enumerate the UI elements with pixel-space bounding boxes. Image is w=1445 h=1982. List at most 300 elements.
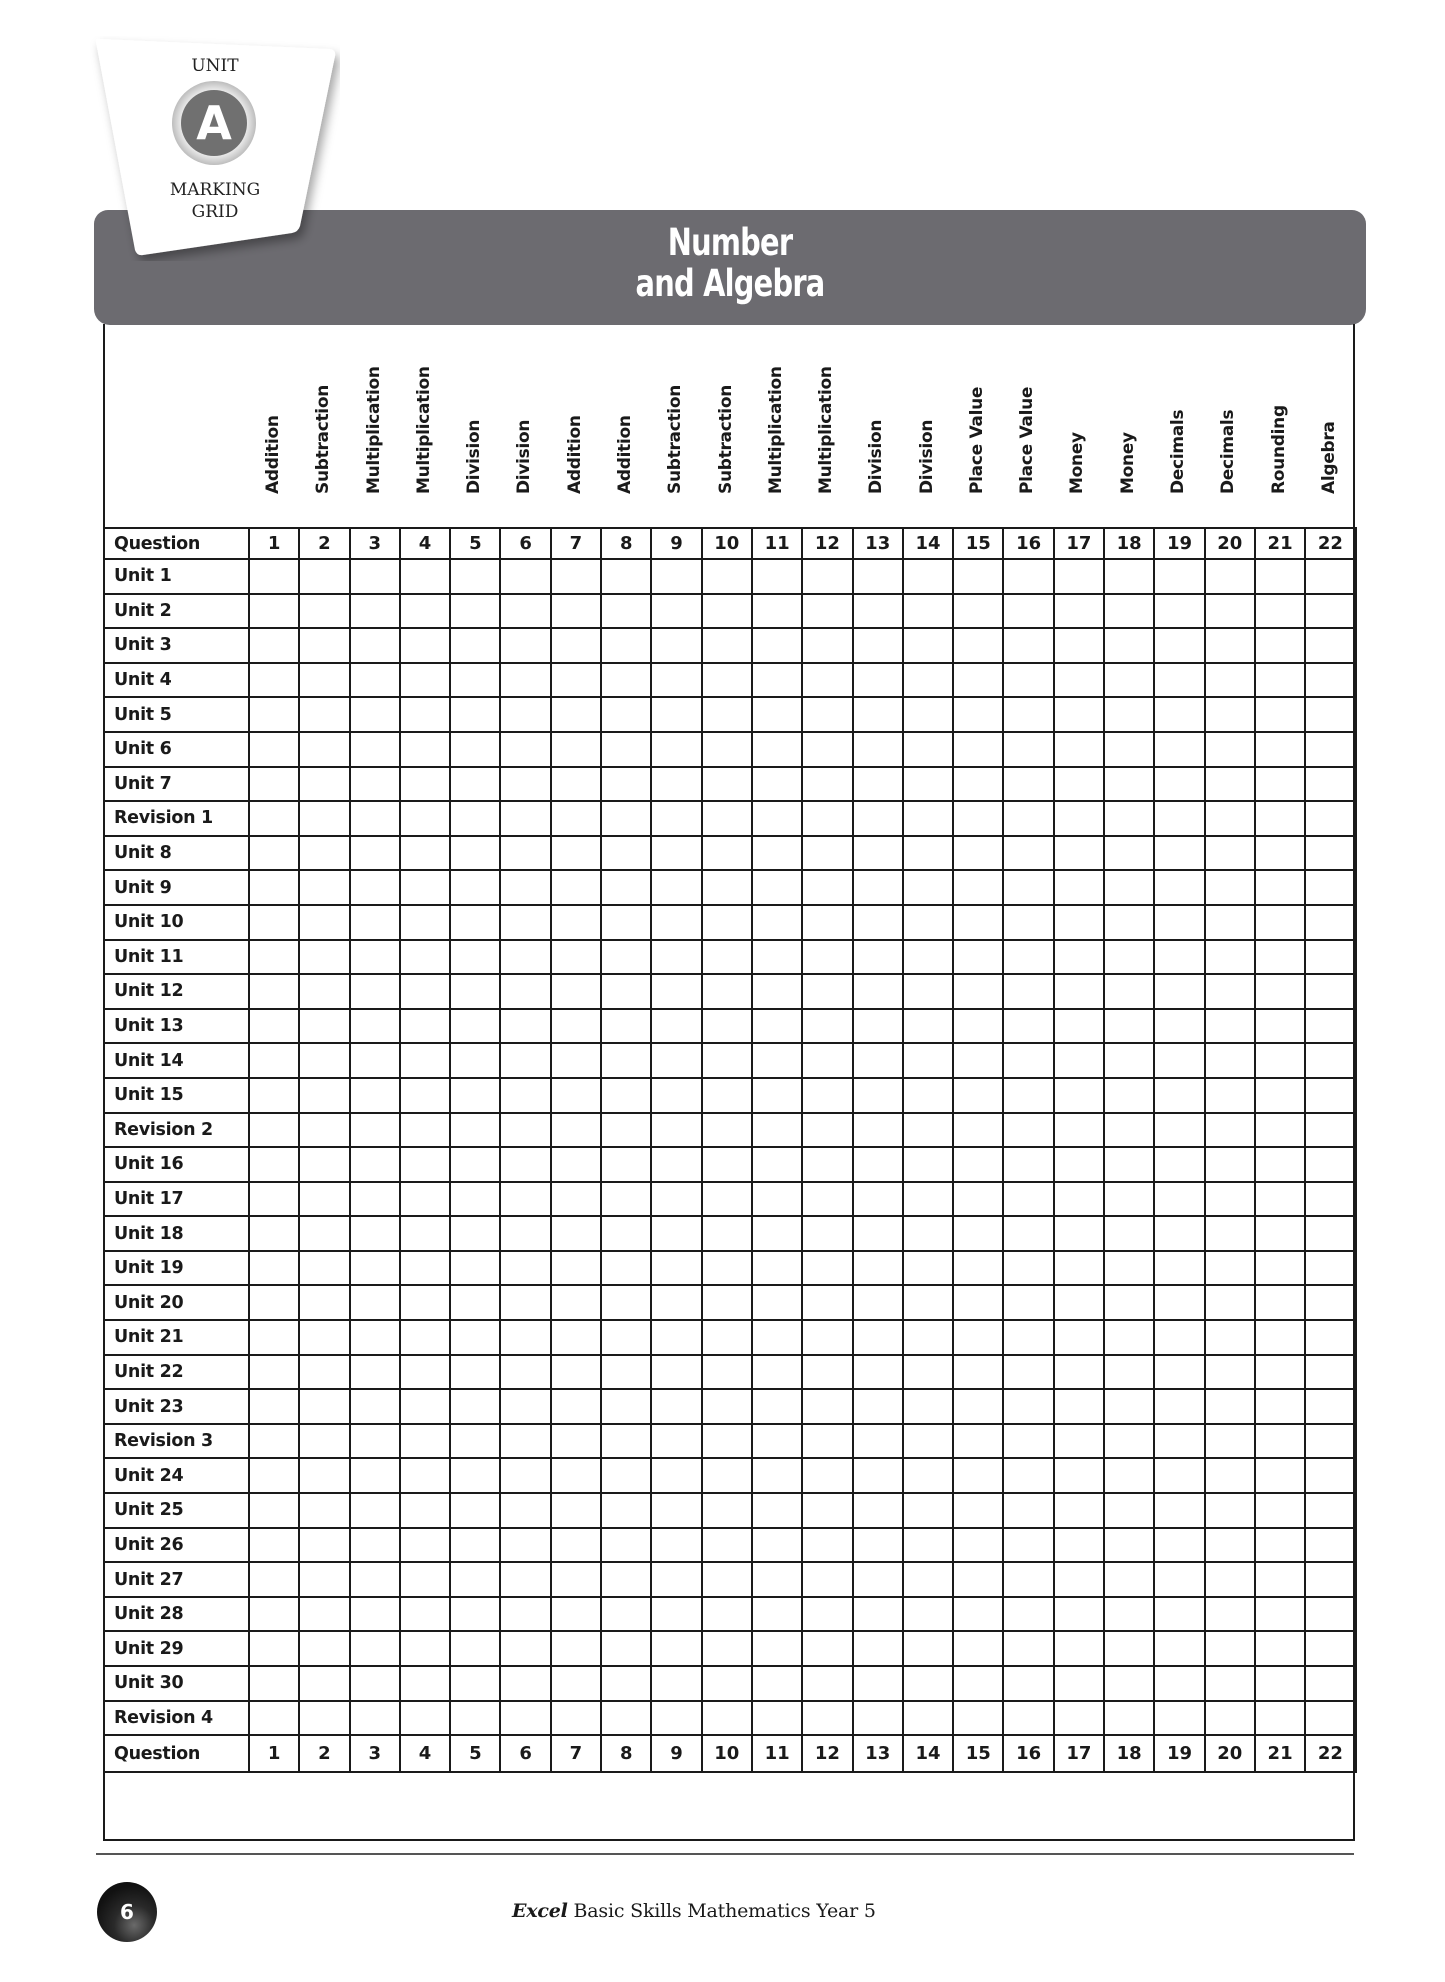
mark-cell[interactable]	[1054, 940, 1104, 975]
mark-cell[interactable]	[1003, 594, 1053, 629]
mark-cell[interactable]	[299, 1562, 349, 1597]
mark-cell[interactable]	[1205, 1285, 1255, 1320]
mark-cell[interactable]	[651, 1389, 701, 1424]
mark-cell[interactable]	[350, 559, 400, 594]
mark-cell[interactable]	[953, 1389, 1003, 1424]
mark-cell[interactable]	[450, 1493, 500, 1528]
mark-cell[interactable]	[1154, 697, 1204, 732]
mark-cell[interactable]	[551, 559, 601, 594]
mark-cell[interactable]	[1255, 1389, 1305, 1424]
mark-cell[interactable]	[1205, 940, 1255, 975]
mark-cell[interactable]	[903, 836, 953, 871]
mark-cell[interactable]	[903, 1355, 953, 1390]
mark-cell[interactable]	[1054, 663, 1104, 698]
mark-cell[interactable]	[802, 1389, 852, 1424]
mark-cell[interactable]	[903, 1458, 953, 1493]
mark-cell[interactable]	[1054, 870, 1104, 905]
mark-cell[interactable]	[500, 1493, 550, 1528]
mark-cell[interactable]	[1255, 594, 1305, 629]
mark-cell[interactable]	[249, 905, 299, 940]
mark-cell[interactable]	[1255, 1631, 1305, 1666]
mark-cell[interactable]	[450, 905, 500, 940]
mark-cell[interactable]	[1003, 628, 1053, 663]
mark-cell[interactable]	[400, 1493, 450, 1528]
mark-cell[interactable]	[651, 663, 701, 698]
mark-cell[interactable]	[450, 1009, 500, 1044]
mark-cell[interactable]	[953, 1216, 1003, 1251]
mark-cell[interactable]	[1054, 801, 1104, 836]
mark-cell[interactable]	[1305, 974, 1355, 1009]
mark-cell[interactable]	[500, 1113, 550, 1148]
mark-cell[interactable]	[802, 594, 852, 629]
mark-cell[interactable]	[299, 974, 349, 1009]
mark-cell[interactable]	[450, 1216, 500, 1251]
mark-cell[interactable]	[1154, 1666, 1204, 1701]
mark-cell[interactable]	[249, 1493, 299, 1528]
mark-cell[interactable]	[651, 1666, 701, 1701]
mark-cell[interactable]	[450, 836, 500, 871]
mark-cell[interactable]	[1054, 1113, 1104, 1148]
mark-cell[interactable]	[400, 559, 450, 594]
mark-cell[interactable]	[802, 905, 852, 940]
mark-cell[interactable]	[1154, 1389, 1204, 1424]
mark-cell[interactable]	[400, 1078, 450, 1113]
mark-cell[interactable]	[752, 1355, 802, 1390]
mark-cell[interactable]	[903, 1562, 953, 1597]
mark-cell[interactable]	[1154, 1216, 1204, 1251]
mark-cell[interactable]	[1205, 801, 1255, 836]
mark-cell[interactable]	[551, 1182, 601, 1217]
mark-cell[interactable]	[350, 801, 400, 836]
mark-cell[interactable]	[1154, 628, 1204, 663]
mark-cell[interactable]	[500, 940, 550, 975]
mark-cell[interactable]	[450, 628, 500, 663]
mark-cell[interactable]	[853, 1493, 903, 1528]
mark-cell[interactable]	[1003, 1285, 1053, 1320]
mark-cell[interactable]	[903, 1389, 953, 1424]
mark-cell[interactable]	[702, 559, 752, 594]
mark-cell[interactable]	[1305, 1320, 1355, 1355]
mark-cell[interactable]	[853, 1666, 903, 1701]
mark-cell[interactable]	[853, 732, 903, 767]
mark-cell[interactable]	[299, 1631, 349, 1666]
mark-cell[interactable]	[702, 974, 752, 1009]
mark-cell[interactable]	[651, 1216, 701, 1251]
mark-cell[interactable]	[752, 1666, 802, 1701]
mark-cell[interactable]	[802, 801, 852, 836]
mark-cell[interactable]	[853, 594, 903, 629]
mark-cell[interactable]	[1104, 1424, 1154, 1459]
mark-cell[interactable]	[601, 1458, 651, 1493]
mark-cell[interactable]	[1003, 1251, 1053, 1286]
mark-cell[interactable]	[1003, 836, 1053, 871]
mark-cell[interactable]	[500, 594, 550, 629]
mark-cell[interactable]	[601, 1251, 651, 1286]
mark-cell[interactable]	[1154, 1285, 1204, 1320]
mark-cell[interactable]	[551, 1009, 601, 1044]
mark-cell[interactable]	[1255, 1078, 1305, 1113]
mark-cell[interactable]	[249, 1424, 299, 1459]
mark-cell[interactable]	[1305, 697, 1355, 732]
mark-cell[interactable]	[1003, 940, 1053, 975]
mark-cell[interactable]	[1003, 1043, 1053, 1078]
mark-cell[interactable]	[601, 836, 651, 871]
mark-cell[interactable]	[450, 1251, 500, 1286]
mark-cell[interactable]	[953, 1528, 1003, 1563]
mark-cell[interactable]	[299, 1355, 349, 1390]
mark-cell[interactable]	[249, 870, 299, 905]
mark-cell[interactable]	[752, 663, 802, 698]
mark-cell[interactable]	[1255, 1666, 1305, 1701]
mark-cell[interactable]	[1255, 1562, 1305, 1597]
mark-cell[interactable]	[601, 767, 651, 802]
mark-cell[interactable]	[249, 1597, 299, 1632]
mark-cell[interactable]	[1205, 1216, 1255, 1251]
mark-cell[interactable]	[551, 767, 601, 802]
mark-cell[interactable]	[450, 1355, 500, 1390]
mark-cell[interactable]	[1104, 1355, 1154, 1390]
mark-cell[interactable]	[903, 1113, 953, 1148]
mark-cell[interactable]	[752, 1285, 802, 1320]
mark-cell[interactable]	[400, 836, 450, 871]
mark-cell[interactable]	[601, 1528, 651, 1563]
mark-cell[interactable]	[1255, 1320, 1305, 1355]
mark-cell[interactable]	[400, 1147, 450, 1182]
mark-cell[interactable]	[299, 836, 349, 871]
mark-cell[interactable]	[953, 836, 1003, 871]
mark-cell[interactable]	[450, 1285, 500, 1320]
mark-cell[interactable]	[903, 559, 953, 594]
mark-cell[interactable]	[702, 1355, 752, 1390]
mark-cell[interactable]	[249, 1389, 299, 1424]
mark-cell[interactable]	[400, 905, 450, 940]
mark-cell[interactable]	[500, 767, 550, 802]
mark-cell[interactable]	[802, 1493, 852, 1528]
mark-cell[interactable]	[1003, 1528, 1053, 1563]
mark-cell[interactable]	[1054, 1597, 1104, 1632]
mark-cell[interactable]	[1104, 1009, 1154, 1044]
mark-cell[interactable]	[1104, 1528, 1154, 1563]
mark-cell[interactable]	[752, 1182, 802, 1217]
mark-cell[interactable]	[249, 1528, 299, 1563]
mark-cell[interactable]	[601, 1562, 651, 1597]
mark-cell[interactable]	[601, 1113, 651, 1148]
mark-cell[interactable]	[1104, 663, 1154, 698]
mark-cell[interactable]	[1054, 1355, 1104, 1390]
mark-cell[interactable]	[551, 1597, 601, 1632]
mark-cell[interactable]	[853, 1320, 903, 1355]
mark-cell[interactable]	[1003, 1458, 1053, 1493]
mark-cell[interactable]	[1305, 1562, 1355, 1597]
mark-cell[interactable]	[350, 767, 400, 802]
mark-cell[interactable]	[1255, 628, 1305, 663]
mark-cell[interactable]	[350, 628, 400, 663]
mark-cell[interactable]	[400, 940, 450, 975]
mark-cell[interactable]	[500, 974, 550, 1009]
mark-cell[interactable]	[903, 732, 953, 767]
mark-cell[interactable]	[500, 1389, 550, 1424]
mark-cell[interactable]	[702, 1424, 752, 1459]
mark-cell[interactable]	[350, 1355, 400, 1390]
mark-cell[interactable]	[1104, 767, 1154, 802]
mark-cell[interactable]	[651, 628, 701, 663]
mark-cell[interactable]	[1255, 1009, 1305, 1044]
mark-cell[interactable]	[350, 1528, 400, 1563]
mark-cell[interactable]	[450, 1424, 500, 1459]
mark-cell[interactable]	[802, 1597, 852, 1632]
mark-cell[interactable]	[752, 940, 802, 975]
mark-cell[interactable]	[1205, 628, 1255, 663]
mark-cell[interactable]	[1205, 1631, 1255, 1666]
mark-cell[interactable]	[702, 1597, 752, 1632]
mark-cell[interactable]	[601, 628, 651, 663]
mark-cell[interactable]	[350, 594, 400, 629]
mark-cell[interactable]	[551, 1147, 601, 1182]
mark-cell[interactable]	[702, 1562, 752, 1597]
mark-cell[interactable]	[1205, 1666, 1255, 1701]
mark-cell[interactable]	[350, 1389, 400, 1424]
mark-cell[interactable]	[853, 1009, 903, 1044]
mark-cell[interactable]	[903, 1320, 953, 1355]
mark-cell[interactable]	[1003, 732, 1053, 767]
mark-cell[interactable]	[1255, 1113, 1305, 1148]
mark-cell[interactable]	[1205, 559, 1255, 594]
mark-cell[interactable]	[702, 1493, 752, 1528]
mark-cell[interactable]	[1054, 836, 1104, 871]
mark-cell[interactable]	[350, 1113, 400, 1148]
mark-cell[interactable]	[1154, 1701, 1204, 1736]
mark-cell[interactable]	[702, 1216, 752, 1251]
mark-cell[interactable]	[953, 1424, 1003, 1459]
mark-cell[interactable]	[802, 1528, 852, 1563]
mark-cell[interactable]	[1104, 870, 1154, 905]
mark-cell[interactable]	[1154, 1493, 1204, 1528]
mark-cell[interactable]	[1154, 594, 1204, 629]
mark-cell[interactable]	[1003, 1182, 1053, 1217]
mark-cell[interactable]	[1305, 1285, 1355, 1320]
mark-cell[interactable]	[601, 1493, 651, 1528]
mark-cell[interactable]	[400, 732, 450, 767]
mark-cell[interactable]	[752, 870, 802, 905]
mark-cell[interactable]	[702, 1113, 752, 1148]
mark-cell[interactable]	[450, 1701, 500, 1736]
mark-cell[interactable]	[500, 697, 550, 732]
mark-cell[interactable]	[400, 697, 450, 732]
mark-cell[interactable]	[1205, 1424, 1255, 1459]
mark-cell[interactable]	[853, 1389, 903, 1424]
mark-cell[interactable]	[802, 1043, 852, 1078]
mark-cell[interactable]	[1003, 801, 1053, 836]
mark-cell[interactable]	[1054, 1078, 1104, 1113]
mark-cell[interactable]	[1255, 1043, 1305, 1078]
mark-cell[interactable]	[1054, 1528, 1104, 1563]
mark-cell[interactable]	[651, 1355, 701, 1390]
mark-cell[interactable]	[1305, 1355, 1355, 1390]
mark-cell[interactable]	[802, 1182, 852, 1217]
mark-cell[interactable]	[953, 732, 1003, 767]
mark-cell[interactable]	[601, 697, 651, 732]
mark-cell[interactable]	[500, 1701, 550, 1736]
mark-cell[interactable]	[1154, 732, 1204, 767]
mark-cell[interactable]	[551, 1666, 601, 1701]
mark-cell[interactable]	[400, 801, 450, 836]
mark-cell[interactable]	[651, 1113, 701, 1148]
mark-cell[interactable]	[350, 1182, 400, 1217]
mark-cell[interactable]	[299, 1389, 349, 1424]
mark-cell[interactable]	[1305, 1493, 1355, 1528]
mark-cell[interactable]	[651, 1424, 701, 1459]
mark-cell[interactable]	[1003, 1216, 1053, 1251]
mark-cell[interactable]	[1054, 732, 1104, 767]
mark-cell[interactable]	[802, 697, 852, 732]
mark-cell[interactable]	[1054, 1147, 1104, 1182]
mark-cell[interactable]	[1104, 1147, 1154, 1182]
mark-cell[interactable]	[1104, 1320, 1154, 1355]
mark-cell[interactable]	[752, 1389, 802, 1424]
mark-cell[interactable]	[752, 905, 802, 940]
mark-cell[interactable]	[350, 1493, 400, 1528]
mark-cell[interactable]	[249, 1251, 299, 1286]
mark-cell[interactable]	[299, 1147, 349, 1182]
mark-cell[interactable]	[1255, 732, 1305, 767]
mark-cell[interactable]	[1154, 1631, 1204, 1666]
mark-cell[interactable]	[752, 1216, 802, 1251]
mark-cell[interactable]	[1305, 1424, 1355, 1459]
mark-cell[interactable]	[1154, 559, 1204, 594]
mark-cell[interactable]	[953, 1009, 1003, 1044]
mark-cell[interactable]	[1154, 1113, 1204, 1148]
mark-cell[interactable]	[1003, 1631, 1053, 1666]
mark-cell[interactable]	[651, 1562, 701, 1597]
mark-cell[interactable]	[1104, 1182, 1154, 1217]
mark-cell[interactable]	[802, 1701, 852, 1736]
mark-cell[interactable]	[651, 1631, 701, 1666]
mark-cell[interactable]	[651, 1251, 701, 1286]
mark-cell[interactable]	[450, 594, 500, 629]
mark-cell[interactable]	[299, 1251, 349, 1286]
mark-cell[interactable]	[450, 1528, 500, 1563]
mark-cell[interactable]	[1003, 559, 1053, 594]
mark-cell[interactable]	[853, 801, 903, 836]
mark-cell[interactable]	[651, 1285, 701, 1320]
mark-cell[interactable]	[249, 1113, 299, 1148]
mark-cell[interactable]	[1154, 1458, 1204, 1493]
mark-cell[interactable]	[299, 905, 349, 940]
mark-cell[interactable]	[953, 1113, 1003, 1148]
mark-cell[interactable]	[249, 1562, 299, 1597]
mark-cell[interactable]	[1205, 1493, 1255, 1528]
mark-cell[interactable]	[1054, 767, 1104, 802]
mark-cell[interactable]	[1205, 1113, 1255, 1148]
mark-cell[interactable]	[802, 940, 852, 975]
mark-cell[interactable]	[1154, 1009, 1204, 1044]
mark-cell[interactable]	[400, 1251, 450, 1286]
mark-cell[interactable]	[551, 974, 601, 1009]
mark-cell[interactable]	[1003, 905, 1053, 940]
mark-cell[interactable]	[853, 1113, 903, 1148]
mark-cell[interactable]	[500, 1216, 550, 1251]
mark-cell[interactable]	[551, 905, 601, 940]
mark-cell[interactable]	[1305, 1251, 1355, 1286]
mark-cell[interactable]	[601, 905, 651, 940]
mark-cell[interactable]	[450, 1043, 500, 1078]
mark-cell[interactable]	[702, 940, 752, 975]
mark-cell[interactable]	[500, 1009, 550, 1044]
mark-cell[interactable]	[1054, 1182, 1104, 1217]
mark-cell[interactable]	[1104, 1701, 1154, 1736]
mark-cell[interactable]	[1054, 594, 1104, 629]
mark-cell[interactable]	[1205, 1355, 1255, 1390]
mark-cell[interactable]	[651, 1597, 701, 1632]
mark-cell[interactable]	[1205, 1009, 1255, 1044]
mark-cell[interactable]	[752, 1528, 802, 1563]
mark-cell[interactable]	[853, 1458, 903, 1493]
mark-cell[interactable]	[350, 1078, 400, 1113]
mark-cell[interactable]	[551, 1458, 601, 1493]
mark-cell[interactable]	[350, 1147, 400, 1182]
mark-cell[interactable]	[1104, 559, 1154, 594]
mark-cell[interactable]	[953, 905, 1003, 940]
mark-cell[interactable]	[249, 1666, 299, 1701]
mark-cell[interactable]	[350, 940, 400, 975]
mark-cell[interactable]	[1003, 1355, 1053, 1390]
mark-cell[interactable]	[601, 594, 651, 629]
mark-cell[interactable]	[1154, 1043, 1204, 1078]
mark-cell[interactable]	[400, 1528, 450, 1563]
mark-cell[interactable]	[299, 870, 349, 905]
mark-cell[interactable]	[702, 594, 752, 629]
mark-cell[interactable]	[1255, 940, 1305, 975]
mark-cell[interactable]	[450, 1182, 500, 1217]
mark-cell[interactable]	[953, 1251, 1003, 1286]
mark-cell[interactable]	[1104, 1631, 1154, 1666]
mark-cell[interactable]	[853, 1355, 903, 1390]
mark-cell[interactable]	[1003, 1597, 1053, 1632]
mark-cell[interactable]	[802, 1666, 852, 1701]
mark-cell[interactable]	[400, 1043, 450, 1078]
mark-cell[interactable]	[601, 1597, 651, 1632]
mark-cell[interactable]	[1003, 870, 1053, 905]
mark-cell[interactable]	[953, 1320, 1003, 1355]
mark-cell[interactable]	[500, 905, 550, 940]
mark-cell[interactable]	[450, 1562, 500, 1597]
mark-cell[interactable]	[400, 1562, 450, 1597]
mark-cell[interactable]	[249, 1147, 299, 1182]
mark-cell[interactable]	[500, 1043, 550, 1078]
mark-cell[interactable]	[953, 1562, 1003, 1597]
mark-cell[interactable]	[1104, 1216, 1154, 1251]
mark-cell[interactable]	[903, 1285, 953, 1320]
mark-cell[interactable]	[350, 732, 400, 767]
mark-cell[interactable]	[551, 1113, 601, 1148]
mark-cell[interactable]	[249, 801, 299, 836]
mark-cell[interactable]	[299, 1009, 349, 1044]
mark-cell[interactable]	[601, 1216, 651, 1251]
mark-cell[interactable]	[651, 1078, 701, 1113]
mark-cell[interactable]	[249, 1009, 299, 1044]
mark-cell[interactable]	[1255, 663, 1305, 698]
mark-cell[interactable]	[400, 870, 450, 905]
mark-cell[interactable]	[1305, 1147, 1355, 1182]
mark-cell[interactable]	[1054, 559, 1104, 594]
mark-cell[interactable]	[702, 697, 752, 732]
mark-cell[interactable]	[853, 559, 903, 594]
mark-cell[interactable]	[299, 1043, 349, 1078]
mark-cell[interactable]	[500, 836, 550, 871]
mark-cell[interactable]	[551, 1078, 601, 1113]
mark-cell[interactable]	[400, 974, 450, 1009]
mark-cell[interactable]	[651, 940, 701, 975]
